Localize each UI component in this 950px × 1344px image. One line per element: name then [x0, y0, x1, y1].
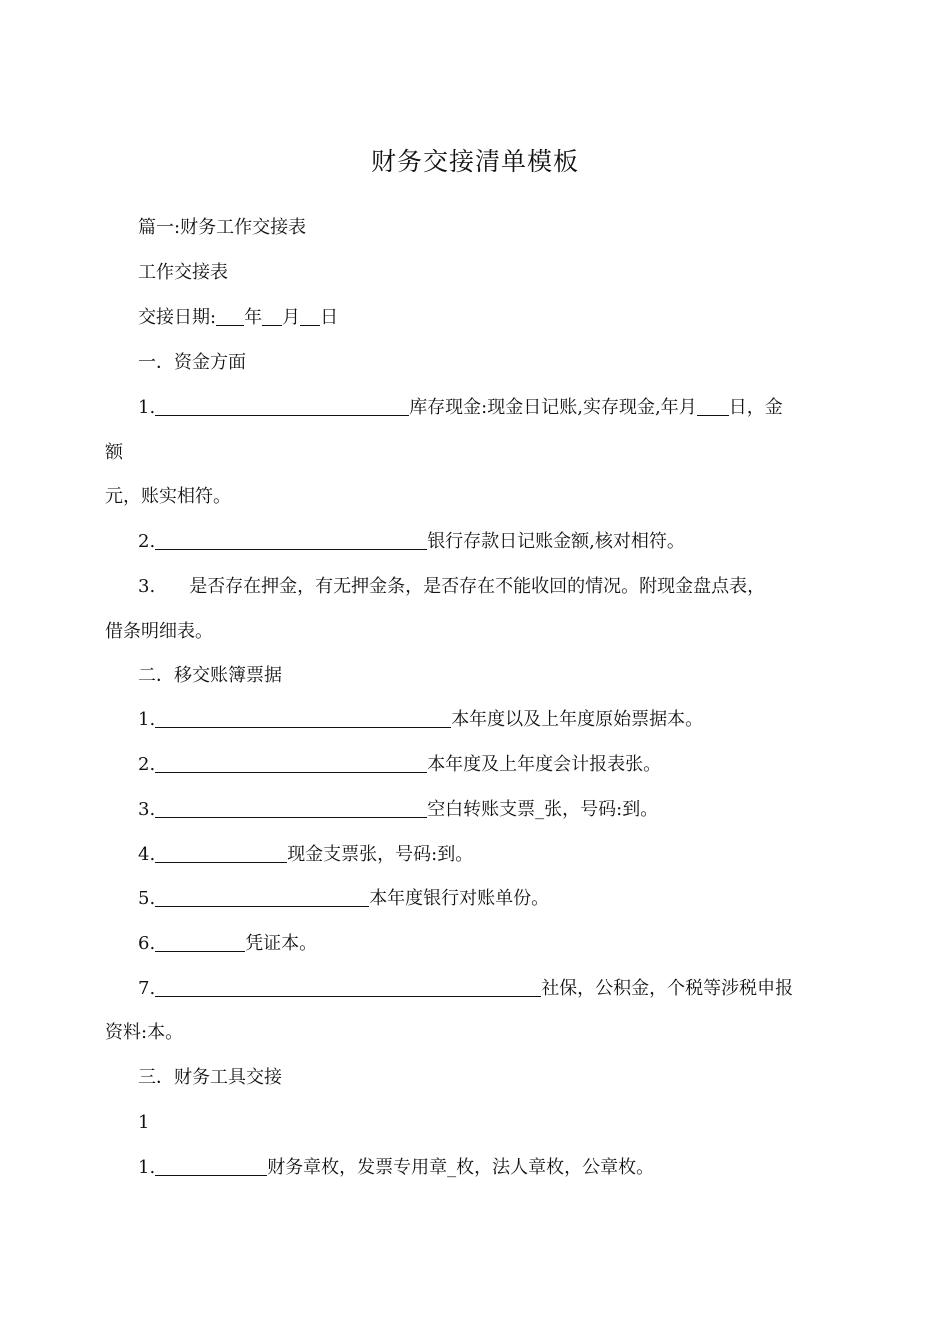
s1-item3-wrap: 借条明细表。 — [105, 621, 213, 642]
s1-item2-blank — [155, 529, 427, 550]
s2-item3 — [138, 797, 658, 823]
s1-item1-blank — [155, 395, 409, 416]
s3-item1-text: 财务章枚，发票专用章_枚，法人章枚，公章枚。 — [267, 1157, 655, 1178]
s2-item1-text: 本年度以及上年度原始票据本。 — [451, 709, 704, 730]
s3-item1 — [138, 1155, 654, 1181]
s1-item2 — [138, 529, 685, 555]
s2-item2-num: 2. — [138, 754, 156, 775]
s2-item4 — [138, 842, 473, 868]
s1-item1-day-blank — [697, 395, 729, 416]
s2-item1-num: 1. — [138, 709, 156, 730]
s3-item1-num: 1. — [138, 1157, 156, 1178]
s2-item5-num: 5. — [138, 888, 156, 909]
day-blank — [300, 305, 320, 326]
s1-item3 — [138, 574, 765, 600]
s1-item2-num: 2. — [138, 531, 156, 552]
s2-item7 — [138, 976, 793, 1002]
s1-item1 — [138, 395, 783, 421]
section3-heading: 三．财务工具交接 — [138, 1067, 282, 1088]
s1-item2-text: 银行存款日记账金额,核对相符。 — [427, 531, 685, 552]
s1-item1-text2: 日，金 — [728, 397, 783, 418]
s2-item3-blank — [155, 797, 427, 818]
s2-item2 — [138, 752, 661, 778]
s2-item6-blank — [155, 931, 245, 952]
s2-item1-blank — [155, 707, 451, 728]
date-label: 交接日期: — [138, 307, 217, 328]
s2-item4-text: 现金支票张，号码:到。 — [287, 844, 474, 865]
section2-heading: 二．移交账簿票据 — [138, 665, 282, 686]
s2-item2-blank — [155, 752, 427, 773]
s2-item6-text: 凭证本。 — [245, 933, 318, 954]
s2-item4-num: 4. — [138, 844, 156, 865]
s3-item1-blank — [155, 1155, 267, 1176]
s2-item7-num: 7. — [138, 978, 156, 999]
s2-item7-wrap: 资料:本。 — [105, 1022, 184, 1043]
date-line — [138, 305, 338, 331]
year-label: 年 — [244, 307, 263, 328]
month-blank — [262, 305, 282, 326]
s2-item7-text: 社保，公积金，个税等涉税申报 — [541, 978, 794, 999]
section1-heading: 一．资金方面 — [138, 352, 246, 373]
s2-item4-blank — [155, 842, 287, 863]
s2-item3-text: 空白转账支票_张，号码:到。 — [427, 799, 659, 820]
year-blank — [216, 305, 244, 326]
s1-item1-wrap2: 元，账实相符。 — [105, 486, 231, 507]
s1-item1-wrap1: 额 — [105, 442, 123, 463]
s2-item7-blank — [155, 976, 541, 997]
day-label: 日 — [320, 307, 339, 328]
s2-item6-num: 6. — [138, 933, 156, 954]
table-title: 工作交接表 — [138, 262, 228, 283]
s2-item5-blank — [155, 886, 369, 907]
s2-item3-num: 3. — [138, 799, 156, 820]
s2-item2-text: 本年度及上年度会计报表张。 — [427, 754, 662, 775]
s1-item1-num: 1. — [138, 397, 156, 418]
s1-item3-text: 是否存在押金，有无押金条，是否存在不能收回的情况。附现金盘点表， — [189, 576, 766, 597]
s3-stray-number: 1 — [138, 1112, 150, 1133]
s2-item5-text: 本年度银行对账单份。 — [369, 888, 550, 909]
s2-item5 — [138, 886, 549, 912]
s2-item1 — [138, 707, 703, 733]
document-title: 财务交接清单模板 — [370, 147, 579, 176]
month-label: 月 — [282, 307, 301, 328]
s1-item3-num: 3. — [138, 576, 156, 597]
s2-item6 — [138, 931, 317, 957]
s1-item1-text: 库存现金:现金日记账,实存现金,年月 — [409, 397, 697, 418]
part1-heading: 篇一:财务工作交接表 — [138, 217, 307, 238]
